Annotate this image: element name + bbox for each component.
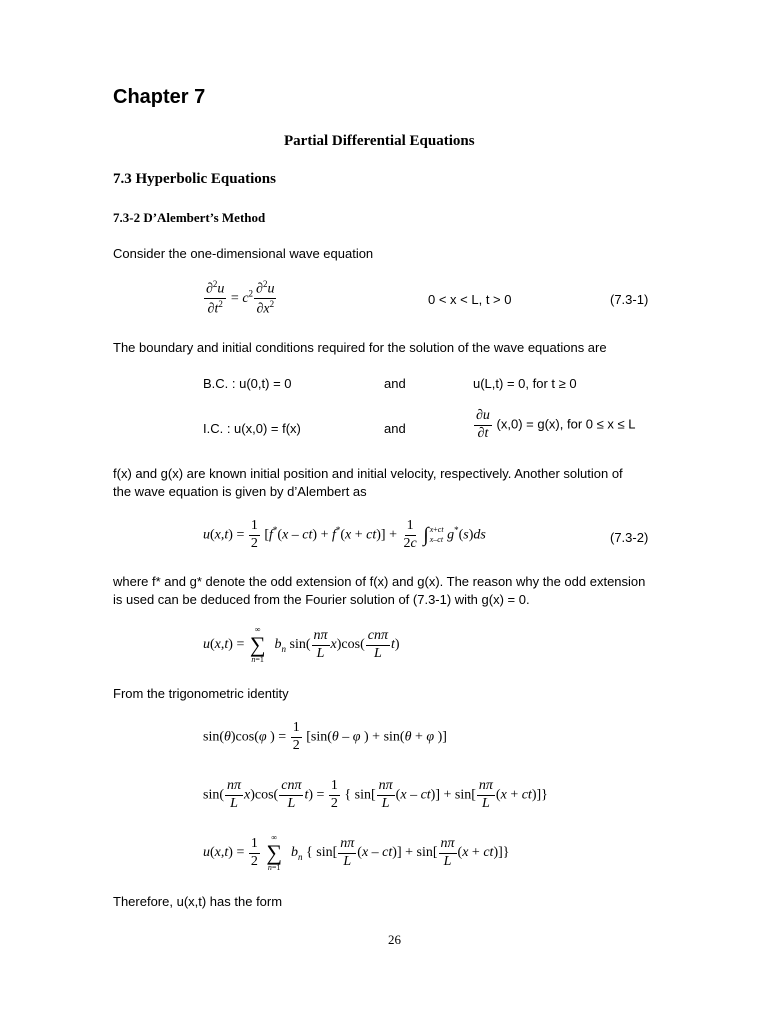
- paragraph-intro: Consider the one-dimensional wave equation: [113, 246, 374, 261]
- paragraph-therefore: Therefore, u(x,t) has the form: [113, 894, 283, 909]
- boundary-and: and: [384, 376, 406, 391]
- equation-label-7-3-2: (7.3-2): [610, 530, 649, 545]
- boundary-condition-left: B.C. : u(0,t) = 0: [203, 376, 292, 391]
- chapter-heading: Chapter 7: [113, 86, 206, 108]
- initial-and: and: [384, 421, 406, 436]
- series-expansion: u(x,t) = $\frac{1}{2}$ ∞ ∑ n=1 $b_n$ { sin[ $\frac{n\pi}{L}$ (x – ct)] + sin[ $\frac{n\pi}{L}$ (x + ct)]}: [203, 833, 510, 872]
- page-number: 26: [388, 932, 401, 947]
- section-heading: 7.3 Hyperbolic Equations: [113, 171, 276, 187]
- initial-condition-right: $\frac{\partial u}{\partial t}$ (x,0) = g(x), for 0 ≤ x ≤ L: [476, 408, 636, 441]
- boundary-condition-right: u(L,t) = 0, for t ≥ 0: [473, 376, 577, 391]
- paragraph-trig-identity: From the trigonometric identity: [113, 686, 289, 701]
- wave-equation: $\frac{\partial^2u}{\partial t^2}$ = $c^2$ $\frac{\partial^2u}{\partial x^2}$: [206, 279, 275, 317]
- paragraph-odd-extension-line1: where f* and g* denote the odd extension of f(x) and g(x). The reason why the odd extension: [113, 574, 646, 589]
- paragraph-conditions: The boundary and initial conditions required for the solution of the wave equations are: [113, 340, 607, 355]
- paragraph-dalembert-line2: the wave equation is given by d’Alembert as: [113, 484, 367, 499]
- trig-identity-applied: sin( $\frac{n\pi}{L}$ x)cos( $\frac{\text{cnπ}}{L}$ t) = $\frac{1}{2}$ { sin[ $\frac{n\pi}{L}$ (x – ct)] + sin[ $\frac{n\pi}{L}$ (x + ct)]}: [203, 778, 548, 811]
- fourier-solution: u(x,t) = ∞ ∑ n=1 $b_n$ sin( $\frac{n\pi}{L}$ x)cos( $\frac{\text{cnπ}}{L}$ t): [203, 625, 400, 664]
- part-title: Partial Differential Equations: [284, 133, 475, 149]
- initial-condition-right-text: (x,0) = g(x), for 0 ≤ x ≤ L: [496, 416, 636, 432]
- subsection-heading: 7.3-2 D’Alembert’s Method: [113, 210, 266, 225]
- equation-condition: 0 < x < L, t > 0: [428, 292, 512, 307]
- paragraph-odd-extension-line2: is used can be deduced from the Fourier solution of (7.3-1) with g(x) = 0.: [113, 592, 530, 607]
- trig-identity: sin(θ)cos(φ ) = $\frac{1}{2}$ [sin(θ – φ ) + sin(θ + φ )]: [203, 720, 447, 753]
- initial-condition-left: I.C. : u(x,0) = f(x): [203, 421, 301, 436]
- dalembert-solution: u(x,t) = $\frac{1}{2}$ [f*(x – ct) + f*(x + ct)] + $\frac{1}{2c}$ ∫ x+ct x–ct g*(s)ds: [203, 518, 486, 551]
- equation-label-7-3-1: (7.3-1): [610, 292, 649, 307]
- paragraph-dalembert-line1: f(x) and g(x) are known initial position and initial velocity, respectively. Another solution of: [113, 466, 623, 481]
